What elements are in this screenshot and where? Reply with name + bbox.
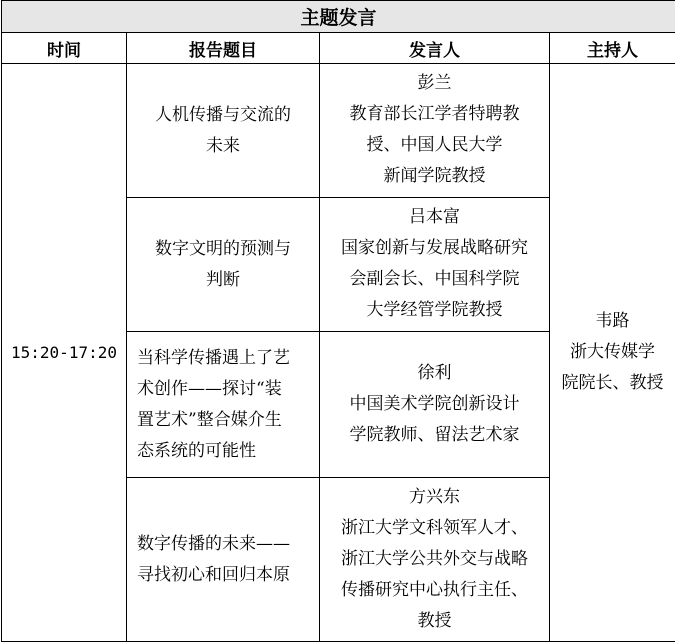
- header-host: 主持人: [550, 33, 675, 64]
- title-row: [2, 1, 675, 33]
- header-speaker: 发言人: [320, 33, 550, 64]
- topic-line: 数字文明的预测与: [137, 234, 309, 265]
- speaker-cell: [320, 478, 550, 642]
- speaker-name: 彭兰: [320, 68, 549, 99]
- speaker-title-line: 大学经管学院教授: [320, 295, 549, 326]
- topic-cell: [127, 478, 320, 642]
- speaker-name: 吕本富: [320, 202, 549, 233]
- topic-line: 当科学传播遇上了艺: [137, 343, 309, 374]
- speaker-title-line: 国家创新与发展战略研究: [320, 233, 549, 264]
- speaker-title-line: 中国美术学院创新设计: [320, 389, 549, 420]
- topic-cell: [127, 332, 320, 478]
- speech-schedule-table: [1, 0, 675, 642]
- host-title-line: 院院长、教授: [550, 368, 675, 399]
- topic-line: 数字传播的未来——: [137, 529, 309, 560]
- speaker-cell: [320, 64, 550, 198]
- table-title: 主题发言: [2, 1, 675, 33]
- table-row: [2, 64, 675, 198]
- topic-cell: [127, 64, 320, 198]
- speaker-title-line: 传播研究中心执行主任、: [320, 575, 549, 606]
- host-cell: [550, 64, 675, 642]
- time-cell: 15:20-17:20: [2, 64, 127, 642]
- speaker-title-line: 授、中国人民大学: [320, 130, 549, 161]
- header-row: [2, 33, 675, 64]
- host-name: 韦路: [550, 306, 675, 337]
- speaker-name: 徐利: [320, 358, 549, 389]
- speaker-title-line: 教授: [320, 606, 549, 637]
- speaker-title-line: 会副会长、中国科学院: [320, 264, 549, 295]
- topic-line: 寻找初心和回归本原: [137, 560, 309, 591]
- topic-cell: [127, 198, 320, 332]
- speaker-title-line: 浙江大学公共外交与战略: [320, 544, 549, 575]
- header-topic: 报告题目: [127, 33, 320, 64]
- speaker-name: 方兴东: [320, 482, 549, 513]
- speaker-title-line: 教育部长江学者特聘教: [320, 99, 549, 130]
- speaker-cell: [320, 332, 550, 478]
- topic-line: 置艺术”整合媒介生: [137, 405, 309, 436]
- topic-line: 未来: [137, 131, 309, 162]
- speaker-title-line: 浙江大学文科领军人才、: [320, 513, 549, 544]
- speaker-title-line: 学院教师、留法艺术家: [320, 420, 549, 451]
- speaker-title-line: 新闻学院教授: [320, 161, 549, 192]
- topic-line: 术创作——探讨“装: [137, 374, 309, 405]
- speaker-cell: [320, 198, 550, 332]
- header-time: 时间: [2, 33, 127, 64]
- topic-line: 判断: [137, 265, 309, 296]
- topic-line: 态系统的可能性: [137, 436, 309, 467]
- host-title-line: 浙大传媒学: [550, 337, 675, 368]
- topic-line: 人机传播与交流的: [137, 100, 309, 131]
